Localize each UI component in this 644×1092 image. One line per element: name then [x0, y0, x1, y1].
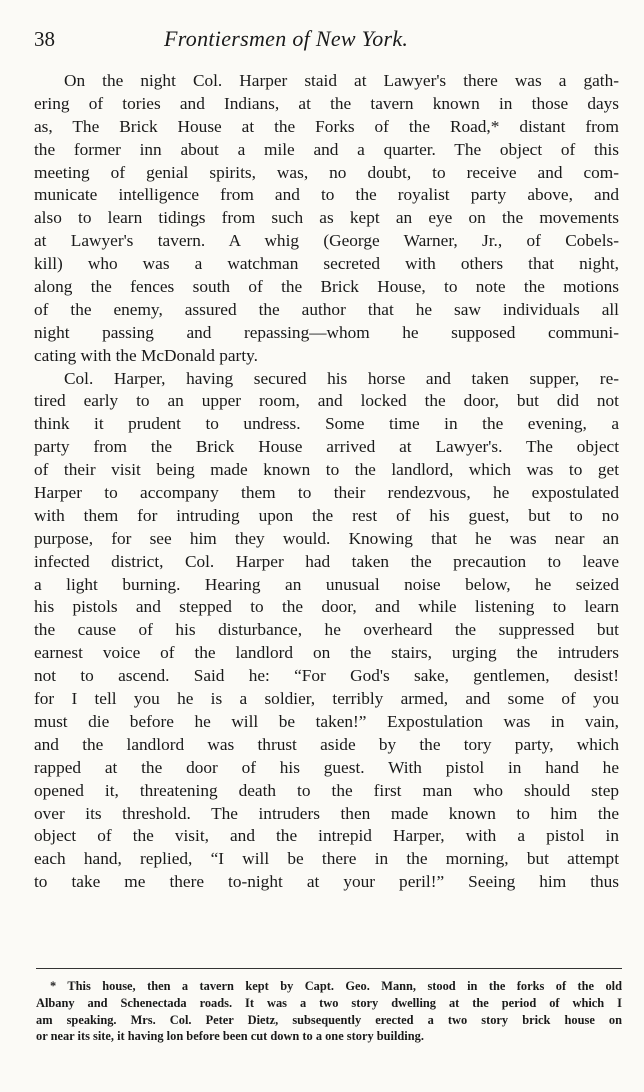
- text-line: the former inn about a mile and a quarter. The object of this: [34, 139, 619, 159]
- text-line: infected district, Col. Harper had taken the precaution to leave: [34, 551, 619, 571]
- text-line: object of the visit, and the intrepid Harper, with a pistol in: [34, 826, 619, 846]
- text-line: also to learn tidings from such as kept an eye on the movements: [34, 208, 619, 228]
- text-line: for I tell you he is a soldier, terribly armed, and some of you: [34, 689, 619, 709]
- text-line: of their visit being made known to the landlord, which was to get: [34, 460, 619, 480]
- text-line: as, The Brick House at the Forks of the Road,* distant from: [34, 116, 619, 136]
- text-line: think it prudent to undress. Some time in the evening, a: [34, 414, 619, 434]
- running-title: Frontiersmen of New York.: [164, 26, 409, 51]
- text-line: cating with the McDonald party.: [34, 345, 258, 365]
- text-line: along the fences south of the Brick House, to note the motions: [34, 277, 619, 297]
- text-line: the cause of his disturbance, he overheard the suppressed but: [34, 620, 619, 640]
- footnote-line: or near its site, it having lon before been cut down to a one story building.: [36, 1029, 424, 1044]
- text-line: ering of tories and Indians, at the tavern known in those days: [34, 93, 619, 113]
- text-line: On the night Col. Harper staid at Lawyer's there was a gath-: [64, 71, 619, 90]
- text-line: opened it, threatening death to the first man who should step: [34, 780, 619, 800]
- body-text: [34, 70, 619, 894]
- text-line: Harper to accompany them to their rendezvous, he expostulated: [34, 483, 619, 503]
- text-line: night passing and repassing—whom he supposed communi-: [34, 322, 619, 342]
- text-line: rapped at the door of his guest. With pistol in hand he: [34, 757, 619, 777]
- text-line: over its threshold. The intruders then made known to him the: [34, 803, 619, 823]
- text-line: meeting of genial spirits, was, no doubt, to receive and com-: [34, 162, 619, 182]
- page-header: [34, 26, 494, 56]
- text-line: kill) who was a watchman secreted with others that night,: [34, 254, 619, 274]
- text-line: party from the Brick House arrived at Lawyer's. The object: [34, 437, 619, 457]
- footnote-divider: [36, 968, 622, 969]
- text-line: and the landlord was thrust aside by the tory party, which: [34, 734, 619, 754]
- text-line: Col. Harper, having secured his horse and taken supper, re-: [64, 368, 619, 388]
- text-line: purpose, for see him they would. Knowing that he was near an: [34, 528, 619, 548]
- text-line: municate intelligence from and to the royalist party above, and: [34, 185, 619, 205]
- text-line: at Lawyer's tavern. A whig (George Warner, Jr., of Cobels-: [34, 231, 619, 251]
- text-line: tired early to an upper room, and locked the door, but did not: [34, 391, 619, 411]
- text-line: must die before he will be taken!” Expostulation was in vain,: [34, 711, 619, 731]
- footnote: [36, 978, 622, 1045]
- text-line: a light burning. Hearing an unusual noise below, he seized: [34, 574, 619, 594]
- text-line: each hand, replied, “I will be there in the morning, but attempt: [34, 849, 619, 869]
- footnote-line: Albany and Schenectada roads. It was a two story dwelling at the period of which I: [36, 995, 622, 1010]
- footnote-line: am speaking. Mrs. Col. Peter Dietz, subsequently erected a two story brick house on: [36, 1012, 622, 1027]
- text-line: his pistols and stepped to the door, and while listening to learn: [34, 597, 619, 617]
- text-line: with them for intruding upon the rest of his guest, but to no: [34, 505, 619, 525]
- text-line: to take me there to-night at your peril!” Seeing him thus: [34, 872, 619, 892]
- page-number: 38: [34, 27, 55, 51]
- text-line: not to ascend. Said he: “For God's sake, gentlemen, desist!: [34, 666, 619, 686]
- text-line: of the enemy, assured the author that he saw individuals all: [34, 299, 619, 319]
- text-line: earnest voice of the landlord on the stairs, urging the intruders: [34, 643, 619, 663]
- footnote-line: * This house, then a tavern kept by Capt. Geo. Mann, stood in the forks of the old: [50, 979, 622, 993]
